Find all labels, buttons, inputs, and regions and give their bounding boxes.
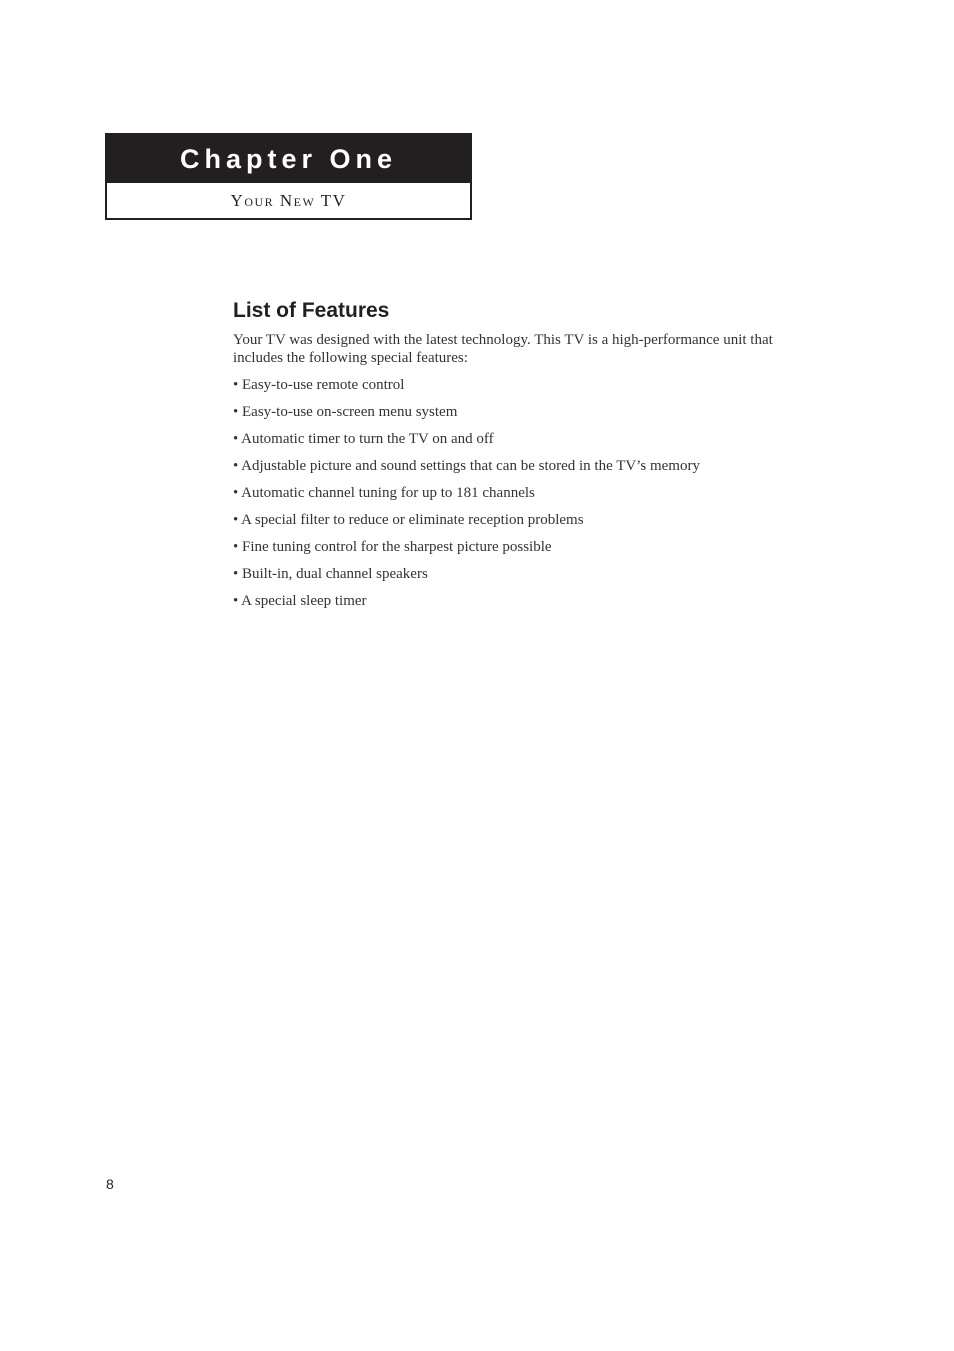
- list-item: • Automatic channel tuning for up to 181 channels: [233, 485, 535, 501]
- list-item: • A special sleep timer: [233, 593, 367, 609]
- list-item: • Easy-to-use on-screen menu system: [233, 404, 458, 420]
- intro-paragraph: Your TV was designed with the latest technology. This TV is a high-performance unit that includes the following special features:: [233, 332, 773, 366]
- list-item: • Built-in, dual channel speakers: [233, 566, 428, 582]
- chapter-header: [105, 133, 472, 220]
- features-section: [233, 297, 823, 619]
- chapter-title: Chapter One: [179, 143, 398, 174]
- page-number: 8: [106, 1176, 114, 1192]
- list-item: • A special filter to reduce or eliminate reception problems: [233, 512, 584, 528]
- features-list: [233, 376, 823, 619]
- chapter-title-band: [107, 135, 470, 183]
- list-item: • Automatic timer to turn the TV on and off: [233, 431, 494, 447]
- list-item: • Fine tuning control for the sharpest picture possible: [233, 539, 552, 555]
- section-heading: List of Features: [233, 299, 390, 322]
- list-item: • Adjustable picture and sound settings that can be stored in the TV’s memory: [233, 458, 700, 474]
- chapter-subtitle: Your New TV: [230, 190, 347, 210]
- list-item: • Easy-to-use remote control: [233, 377, 405, 393]
